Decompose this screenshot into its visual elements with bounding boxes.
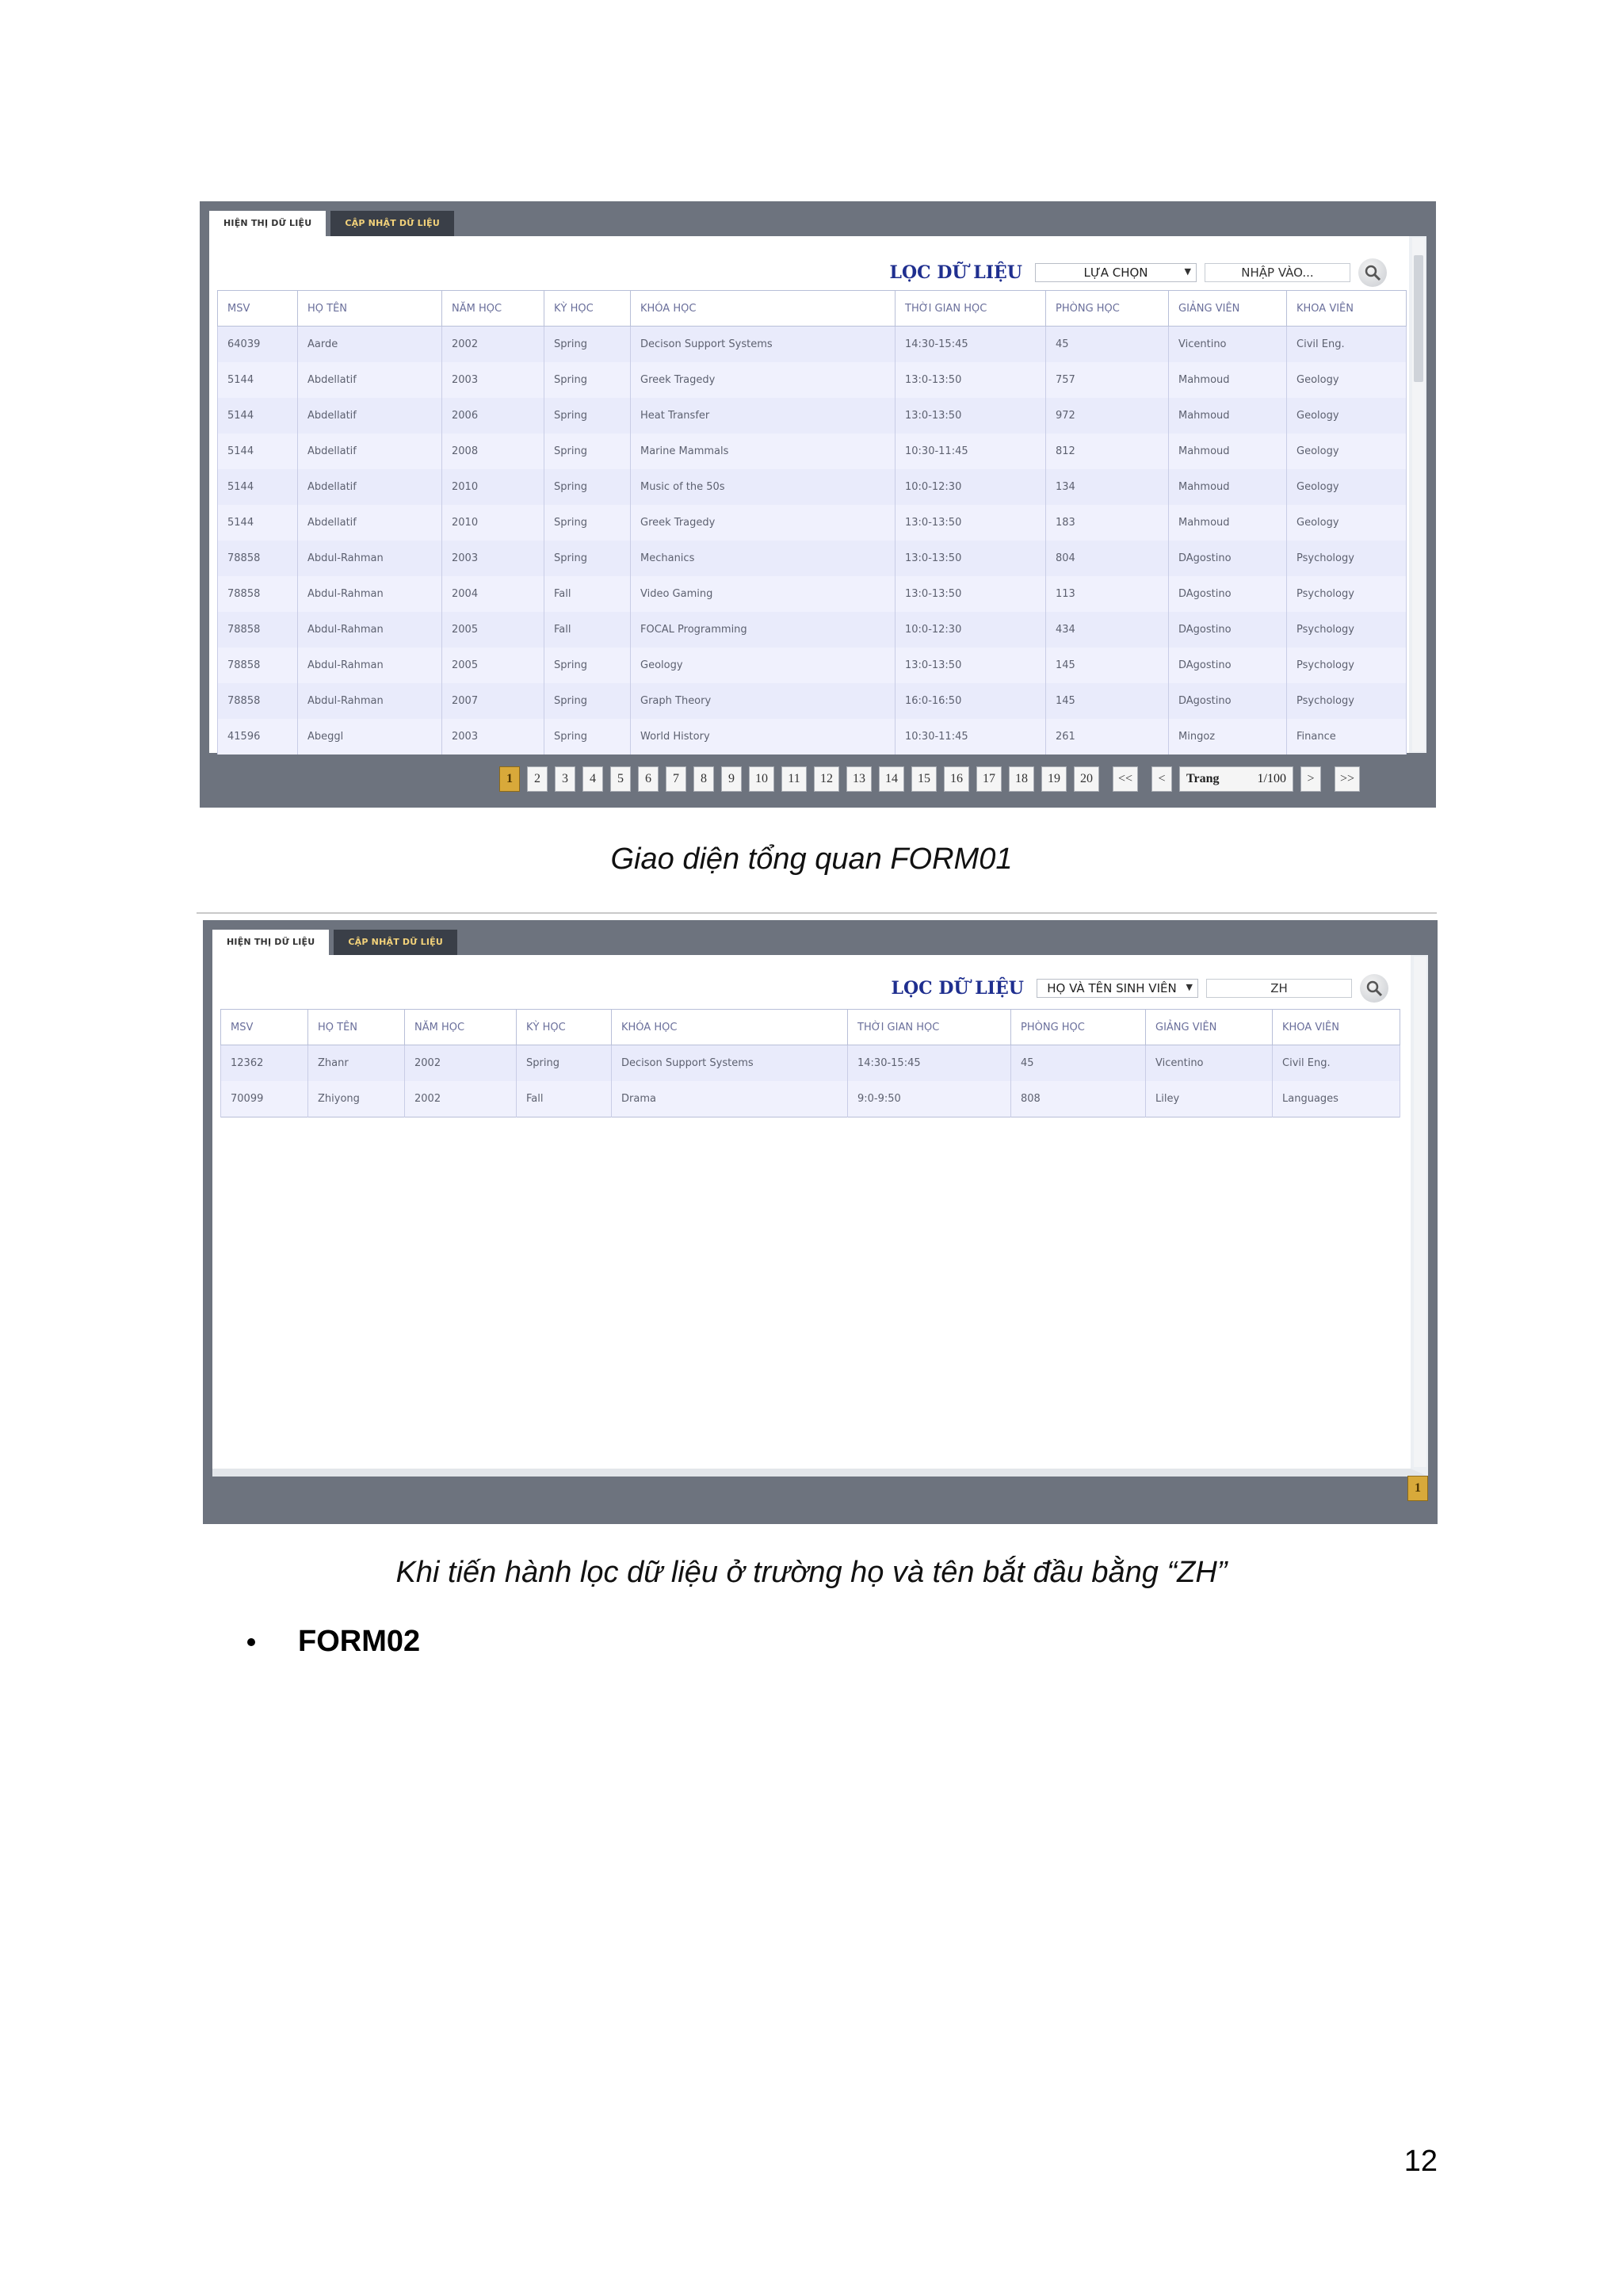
column-header[interactable]: KHOA VIÊN xyxy=(1287,291,1407,327)
table-cell: 70099 xyxy=(221,1081,308,1117)
table-cell: Abdul-Rahman xyxy=(298,541,442,576)
table-cell: Mahmoud xyxy=(1169,362,1287,398)
table-row[interactable] xyxy=(218,398,1407,434)
table-cell: 14:30-15:45 xyxy=(848,1045,1011,1082)
table-cell: 804 xyxy=(1046,541,1169,576)
search-icon xyxy=(1365,980,1383,997)
table-cell: 145 xyxy=(1046,648,1169,683)
vertical-scrollbar[interactable] xyxy=(1412,238,1425,751)
table-cell: 12362 xyxy=(221,1045,308,1082)
page-button-18[interactable]: 18 xyxy=(1009,766,1034,792)
table-cell: 808 xyxy=(1011,1081,1146,1117)
column-header[interactable]: NĂM HỌC xyxy=(405,1010,517,1045)
table-cell: Spring xyxy=(544,648,631,683)
table-cell: 434 xyxy=(1046,612,1169,648)
table-cell: 13:0-13:50 xyxy=(896,648,1046,683)
table-cell: Spring xyxy=(544,398,631,434)
table-cell: 757 xyxy=(1046,362,1169,398)
caption-filter: Khi tiến hành lọc dữ liệu ở trường họ và tên bắt đầu bằng “ZH” xyxy=(395,1556,1228,1589)
table-cell: Video Gaming xyxy=(631,576,896,612)
table-cell: Mahmoud xyxy=(1169,505,1287,541)
page-button-9[interactable]: 9 xyxy=(721,766,742,792)
table-cell: Geology xyxy=(1287,469,1407,505)
search-button-2[interactable] xyxy=(1360,974,1388,1003)
page-button-3[interactable]: 3 xyxy=(555,766,575,792)
table-cell: 78858 xyxy=(218,541,298,576)
column-header[interactable]: KỲ HỌC xyxy=(544,291,631,327)
table-cell: 10:0-12:30 xyxy=(896,612,1046,648)
table-cell: 2010 xyxy=(442,505,544,541)
chevron-down-icon: ▼ xyxy=(1186,982,1193,992)
table-cell: 972 xyxy=(1046,398,1169,434)
table-cell: 261 xyxy=(1046,719,1169,755)
column-header[interactable]: PHÒNG HỌC xyxy=(1046,291,1169,327)
data-table xyxy=(217,290,1407,755)
table-cell: Graph Theory xyxy=(631,683,896,719)
table-cell: Heat Transfer xyxy=(631,398,896,434)
divider xyxy=(197,912,1437,914)
table-cell: Psychology xyxy=(1287,576,1407,612)
tab-hien-thi-2[interactable]: HIỆN THỊ DỮ LIỆU xyxy=(212,930,329,955)
table-cell: 13:0-13:50 xyxy=(896,398,1046,434)
table-cell: DAgostino xyxy=(1169,683,1287,719)
column-header[interactable]: KHOA VIÊN xyxy=(1273,1010,1400,1045)
table-cell: Geology xyxy=(631,648,896,683)
table-cell: Vicentino xyxy=(1169,327,1287,363)
filter-input-2[interactable]: ZH xyxy=(1206,979,1352,998)
table-cell: Spring xyxy=(544,434,631,469)
table-row[interactable] xyxy=(218,719,1407,755)
page-button-1[interactable]: 1 xyxy=(499,766,520,792)
page-button-11[interactable]: 11 xyxy=(781,766,807,792)
table-cell: 10:30-11:45 xyxy=(896,434,1046,469)
search-icon xyxy=(1364,264,1381,281)
table-cell: 2007 xyxy=(442,683,544,719)
table-cell: 13:0-13:50 xyxy=(896,505,1046,541)
form01-filtered-screenshot xyxy=(203,920,1438,1524)
table-cell: Abdul-Rahman xyxy=(298,648,442,683)
table-cell: Spring xyxy=(544,362,631,398)
table-cell: FOCAL Programming xyxy=(631,612,896,648)
filter-bar-2 xyxy=(892,974,1388,1003)
column-header[interactable]: KHÓA HỌC xyxy=(631,291,896,327)
table-cell: Aarde xyxy=(298,327,442,363)
table-cell: Languages xyxy=(1273,1081,1400,1117)
table-cell: DAgostino xyxy=(1169,541,1287,576)
table-cell: Mechanics xyxy=(631,541,896,576)
table-cell: Abeggl xyxy=(298,719,442,755)
tab-cap-nhat-2[interactable]: CẬP NHẬT DỮ LIỆU xyxy=(334,930,457,955)
table-cell: Decison Support Systems xyxy=(631,327,896,363)
table-cell: Drama xyxy=(612,1081,848,1117)
table-cell: 78858 xyxy=(218,612,298,648)
page-number: 12 xyxy=(1403,2145,1438,2178)
search-button[interactable] xyxy=(1358,258,1387,287)
table-cell: Abdellatif xyxy=(298,434,442,469)
table-cell: 78858 xyxy=(218,648,298,683)
table-row[interactable] xyxy=(218,683,1407,719)
table-cell: Fall xyxy=(517,1081,612,1117)
page-button-17[interactable]: 17 xyxy=(976,766,1002,792)
table-cell: Abdul-Rahman xyxy=(298,683,442,719)
pagination-2 xyxy=(1407,1476,1428,1501)
table-cell: 2004 xyxy=(442,576,544,612)
table-cell: 113 xyxy=(1046,576,1169,612)
column-header[interactable]: GIẢNG VIÊN xyxy=(1169,291,1287,327)
table-cell: Psychology xyxy=(1287,612,1407,648)
table-cell: Marine Mammals xyxy=(631,434,896,469)
table-cell: 2002 xyxy=(442,327,544,363)
table-row[interactable] xyxy=(218,505,1407,541)
table-cell: Abdellatif xyxy=(298,398,442,434)
table-cell: 5144 xyxy=(218,362,298,398)
column-header[interactable]: KỲ HỌC xyxy=(517,1010,612,1045)
form02-tabs xyxy=(212,930,457,955)
page-button-13[interactable]: 13 xyxy=(846,766,872,792)
table-cell: 2008 xyxy=(442,434,544,469)
column-header[interactable]: NĂM HỌC xyxy=(442,291,544,327)
table-cell: 2010 xyxy=(442,469,544,505)
table-cell: 78858 xyxy=(218,683,298,719)
table-cell: Zhiyong xyxy=(308,1081,405,1117)
caption-form01: Giao diện tổng quan FORM01 xyxy=(610,842,1013,876)
page-button-10[interactable]: 10 xyxy=(749,766,774,792)
page-indicator-label: Trang xyxy=(1186,772,1220,785)
bullet-item xyxy=(247,1625,420,1659)
table-cell: 2005 xyxy=(442,648,544,683)
table-cell: Vicentino xyxy=(1146,1045,1273,1082)
table-cell: 134 xyxy=(1046,469,1169,505)
table-cell: Geology xyxy=(1287,505,1407,541)
table-cell: 9:0-9:50 xyxy=(848,1081,1011,1117)
table-cell: Greek Tragedy xyxy=(631,362,896,398)
table-cell: Music of the 50s xyxy=(631,469,896,505)
table-cell: 2003 xyxy=(442,541,544,576)
page-button-6[interactable]: 6 xyxy=(638,766,659,792)
page-button-12[interactable]: 12 xyxy=(814,766,839,792)
table-cell: 14:30-15:45 xyxy=(896,327,1046,363)
page-indicator[interactable] xyxy=(1179,766,1293,792)
table-cell: 2006 xyxy=(442,398,544,434)
table-cell: Psychology xyxy=(1287,541,1407,576)
table-row[interactable] xyxy=(221,1045,1400,1082)
form02-panel xyxy=(212,955,1428,1477)
table-row[interactable] xyxy=(218,434,1407,469)
table-cell: Geology xyxy=(1287,434,1407,469)
table-cell: 41596 xyxy=(218,719,298,755)
table-row[interactable] xyxy=(218,541,1407,576)
table-cell: Abdellatif xyxy=(298,362,442,398)
bullet-text: FORM02 xyxy=(298,1625,421,1658)
table-cell: Finance xyxy=(1287,719,1407,755)
first-page-button[interactable]: << xyxy=(1113,766,1138,792)
table-cell: Spring xyxy=(517,1045,612,1082)
page-button-1[interactable]: 1 xyxy=(1407,1476,1428,1501)
column-header[interactable]: PHÒNG HỌC xyxy=(1011,1010,1146,1045)
pagination xyxy=(499,766,1360,792)
table-cell: Fall xyxy=(544,612,631,648)
table-cell: 10:0-12:30 xyxy=(896,469,1046,505)
table-cell: 45 xyxy=(1046,327,1169,363)
column-header[interactable]: MSV xyxy=(218,291,298,327)
vertical-scrollbar-2[interactable] xyxy=(1414,957,1426,1467)
table-cell: Abdul-Rahman xyxy=(298,612,442,648)
table-cell: 145 xyxy=(1046,683,1169,719)
table-cell: Spring xyxy=(544,541,631,576)
table-cell: 5144 xyxy=(218,469,298,505)
prev-page-button[interactable]: < xyxy=(1151,766,1172,792)
table-cell: Mingoz xyxy=(1169,719,1287,755)
table-cell: 45 xyxy=(1011,1045,1146,1082)
table-cell: 2005 xyxy=(442,612,544,648)
bullet-dot xyxy=(247,1638,255,1646)
table-cell: 2003 xyxy=(442,719,544,755)
page-button-8[interactable]: 8 xyxy=(693,766,714,792)
filter-bar xyxy=(890,258,1387,287)
next-page-button[interactable]: > xyxy=(1300,766,1321,792)
table-cell: 13:0-13:50 xyxy=(896,362,1046,398)
table-cell: 5144 xyxy=(218,505,298,541)
table-cell: 812 xyxy=(1046,434,1169,469)
column-header[interactable]: THỜI GIAN HỌC xyxy=(896,291,1046,327)
table-cell: Abdellatif xyxy=(298,505,442,541)
table-cell: Abdellatif xyxy=(298,469,442,505)
column-header[interactable]: GIẢNG VIÊN xyxy=(1146,1010,1273,1045)
table-cell: 64039 xyxy=(218,327,298,363)
form01-panel xyxy=(209,236,1426,753)
table-row[interactable] xyxy=(218,362,1407,398)
table-row[interactable] xyxy=(221,1081,1400,1117)
table-cell: 13:0-13:50 xyxy=(896,576,1046,612)
filter-label-2: LỌC DỮ LIỆU xyxy=(891,978,1024,999)
last-page-button[interactable]: >> xyxy=(1335,766,1360,792)
table-cell: Spring xyxy=(544,505,631,541)
table-cell: Liley xyxy=(1146,1081,1273,1117)
table-cell: Zhanr xyxy=(308,1045,405,1082)
table-cell: Fall xyxy=(544,576,631,612)
column-header[interactable]: MSV xyxy=(221,1010,308,1045)
column-header[interactable]: THỜI GIAN HỌC xyxy=(848,1010,1011,1045)
page-button-14[interactable]: 14 xyxy=(879,766,904,792)
table-cell: Civil Eng. xyxy=(1273,1045,1400,1082)
column-header[interactable]: KHÓA HỌC xyxy=(612,1010,848,1045)
table-cell: Geology xyxy=(1287,362,1407,398)
page-button-16[interactable]: 16 xyxy=(944,766,969,792)
page-button-20[interactable]: 20 xyxy=(1074,766,1099,792)
table-row[interactable] xyxy=(218,648,1407,683)
table-cell: 5144 xyxy=(218,434,298,469)
filter-select-2[interactable]: HỌ VÀ TÊN SINH VIÊN ▼ xyxy=(1037,979,1198,998)
table-cell: Geology xyxy=(1287,398,1407,434)
filter-label: LỌC DỮ LIỆU xyxy=(889,262,1022,283)
table-cell: Abdul-Rahman xyxy=(298,576,442,612)
table-row[interactable] xyxy=(218,327,1407,363)
table-cell: World History xyxy=(631,719,896,755)
table-cell: Psychology xyxy=(1287,648,1407,683)
page-indicator-value: 1/100 xyxy=(1257,772,1286,785)
table-cell: Mahmoud xyxy=(1169,434,1287,469)
filter-input[interactable]: NHẬP VÀO... xyxy=(1205,263,1350,282)
tab-cap-nhat[interactable]: CẬP NHẬT DỮ LIỆU xyxy=(330,211,454,236)
table-cell: 5144 xyxy=(218,398,298,434)
table-cell: Mahmoud xyxy=(1169,398,1287,434)
table-cell: Psychology xyxy=(1287,683,1407,719)
page-button-15[interactable]: 15 xyxy=(911,766,937,792)
form01-screenshot xyxy=(200,201,1436,808)
page-button-5[interactable]: 5 xyxy=(610,766,631,792)
table-cell: 16:0-16:50 xyxy=(896,683,1046,719)
column-header[interactable]: HỌ TÊN xyxy=(298,291,442,327)
table-cell: 10:30-11:45 xyxy=(896,719,1046,755)
table-cell: DAgostino xyxy=(1169,612,1287,648)
table-row[interactable] xyxy=(218,612,1407,648)
table-cell: 183 xyxy=(1046,505,1169,541)
filter-select[interactable]: LỰA CHỌN ▼ xyxy=(1035,263,1197,282)
form01-tabs xyxy=(209,211,454,236)
table-cell: Spring xyxy=(544,683,631,719)
table-cell: Decison Support Systems xyxy=(612,1045,848,1082)
table-row[interactable] xyxy=(218,469,1407,505)
page-button-2[interactable]: 2 xyxy=(527,766,548,792)
page-button-7[interactable]: 7 xyxy=(666,766,686,792)
chevron-down-icon: ▼ xyxy=(1184,266,1191,277)
table-cell: 2002 xyxy=(405,1045,517,1082)
table-cell: Civil Eng. xyxy=(1287,327,1407,363)
table-cell: 2003 xyxy=(442,362,544,398)
table-cell: Greek Tragedy xyxy=(631,505,896,541)
table-cell: DAgostino xyxy=(1169,576,1287,612)
table-cell: Mahmoud xyxy=(1169,469,1287,505)
table-cell: Spring xyxy=(544,327,631,363)
page-button-19[interactable]: 19 xyxy=(1041,766,1067,792)
table-cell: Spring xyxy=(544,469,631,505)
data-table-2 xyxy=(220,1009,1400,1117)
column-header[interactable]: HỌ TÊN xyxy=(308,1010,405,1045)
table-cell: 2002 xyxy=(405,1081,517,1117)
table-cell: Spring xyxy=(544,719,631,755)
table-cell: 78858 xyxy=(218,576,298,612)
table-cell: 13:0-13:50 xyxy=(896,541,1046,576)
table-row[interactable] xyxy=(218,576,1407,612)
page-button-4[interactable]: 4 xyxy=(582,766,603,792)
table-cell: DAgostino xyxy=(1169,648,1287,683)
tab-hien-thi[interactable]: HIỆN THỊ DỮ LIỆU xyxy=(209,211,326,236)
